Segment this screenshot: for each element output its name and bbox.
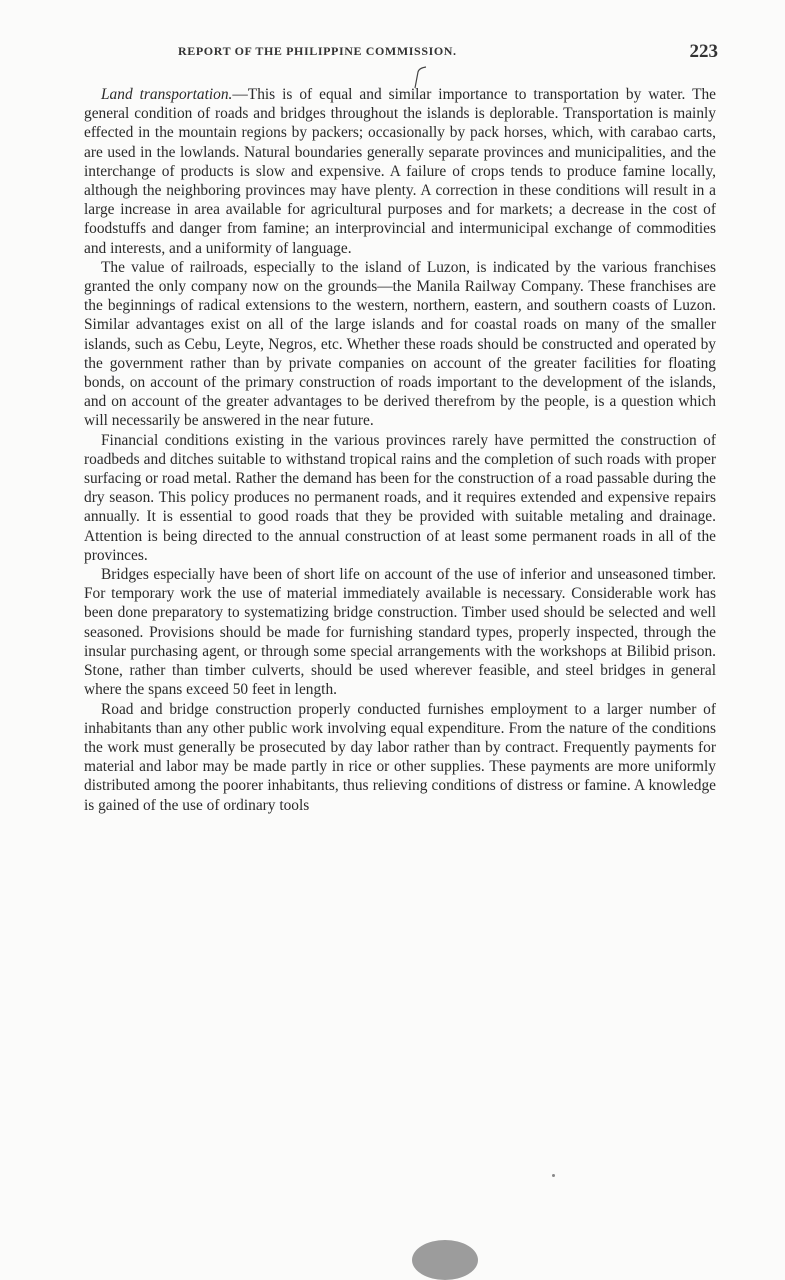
paragraph-railroads	[84, 258, 716, 431]
scan-shadow	[412, 1240, 478, 1280]
paragraph-text: Bridges especially have been of short life on account of the use of inferior and unseasoned timber. For temporary work the use of material immediately available is necessary. Considerable work has been done preparatory to systematizing bridge construction. Timber used should be selected and well seasoned. Provisions should be made for furnishing standard types, properly inspected, through the insular purchasing agent, or through some special arrangements with the workshops at Bilibid prison. Stone, rather than timber culverts, should be used wherever feasible, and steel bridges in general where the spans exceed 50 feet in length.	[84, 566, 716, 699]
paragraph-land-transportation	[84, 85, 716, 258]
body-text	[84, 85, 716, 815]
page-header	[178, 41, 718, 68]
paragraph-text: Road and bridge construction properly conducted furnishes employment to a larger number of inhabitants than any other public work involving equal expenditure. From the nature of the conditions the work must generally be prosecuted by day labor rather than by contract. Frequently payments for material and labor may be made partly in rice or other supplies. These payments are more uniformly distributed among the poorer inhabitants, thus relieving conditions of distress or famine. A knowledge is gained of the use of ordinary tools	[84, 700, 716, 814]
section-lead-title: Land transportation.	[101, 86, 233, 103]
paragraph-text: The value of railroads, especially to the island of Luzon, is indicated by the various franchises granted the only company now on the grounds—the Manila Railway Company. These franchises are the beginnings of radical extensions to the western, northern, eastern, and southern coasts of Luzon. Similar advantages exist on all of the large islands and for coastal roads on many of the smaller islands, such as Cebu, Leyte, Negros, etc. Whether these roads should be constructed and operated by the government rather than by private companies on account of the greater facilities for floating bonds, on account of the primary construction of roads important to the development of the islands, and on account of the greater advantages to be derived therefrom by the people, is a question which will necessarily be answered in the near future.	[84, 258, 716, 430]
page-number: 223	[689, 41, 718, 62]
running-title: REPORT OF THE PHILIPPINE COMMISSION.	[178, 44, 457, 58]
ink-speck	[552, 1174, 555, 1177]
paragraph-text: —This is of equal and similar importance to transportation by water. The general condition of roads and bridges throughout the islands is deplorable. Transportation is mainly effected in the mountain regions by packers; occasionally by pack horses, which, with carabao carts, are used in the lowlands. Natural boundaries generally separate provinces and municipalities, and the interchange of products is slow and expensive. A failure of crops tends to produce famine locally, although the neighboring provinces may have plenty. A correction in these conditions will result in a large increase in area available for agricultural purposes and for markets; a decrease in the cost of foodstuffs and danger from famine; an interprovincial and intermunicipal exchange of commodities and interests, and a uniformity of language.	[84, 86, 717, 257]
paragraph-road-construction	[84, 700, 716, 815]
paragraph-bridges	[84, 565, 716, 699]
paragraph-financial-conditions	[84, 431, 716, 565]
paragraph-text: Financial conditions existing in the various provinces rarely have permitted the construction of roadbeds and ditches suitable to withstand tropical rains and the completion of such roads with proper surfacing or road metal. Rather the demand has been for the construction of a road passable during the dry season. This policy produces no permanent roads, and it requires extended and expensive repairs annually. It is essential to good roads that they be provided with suitable metaling and drainage. Attention is being directed to the annual construction of at least some permanent roads in all of the provinces.	[84, 431, 716, 564]
